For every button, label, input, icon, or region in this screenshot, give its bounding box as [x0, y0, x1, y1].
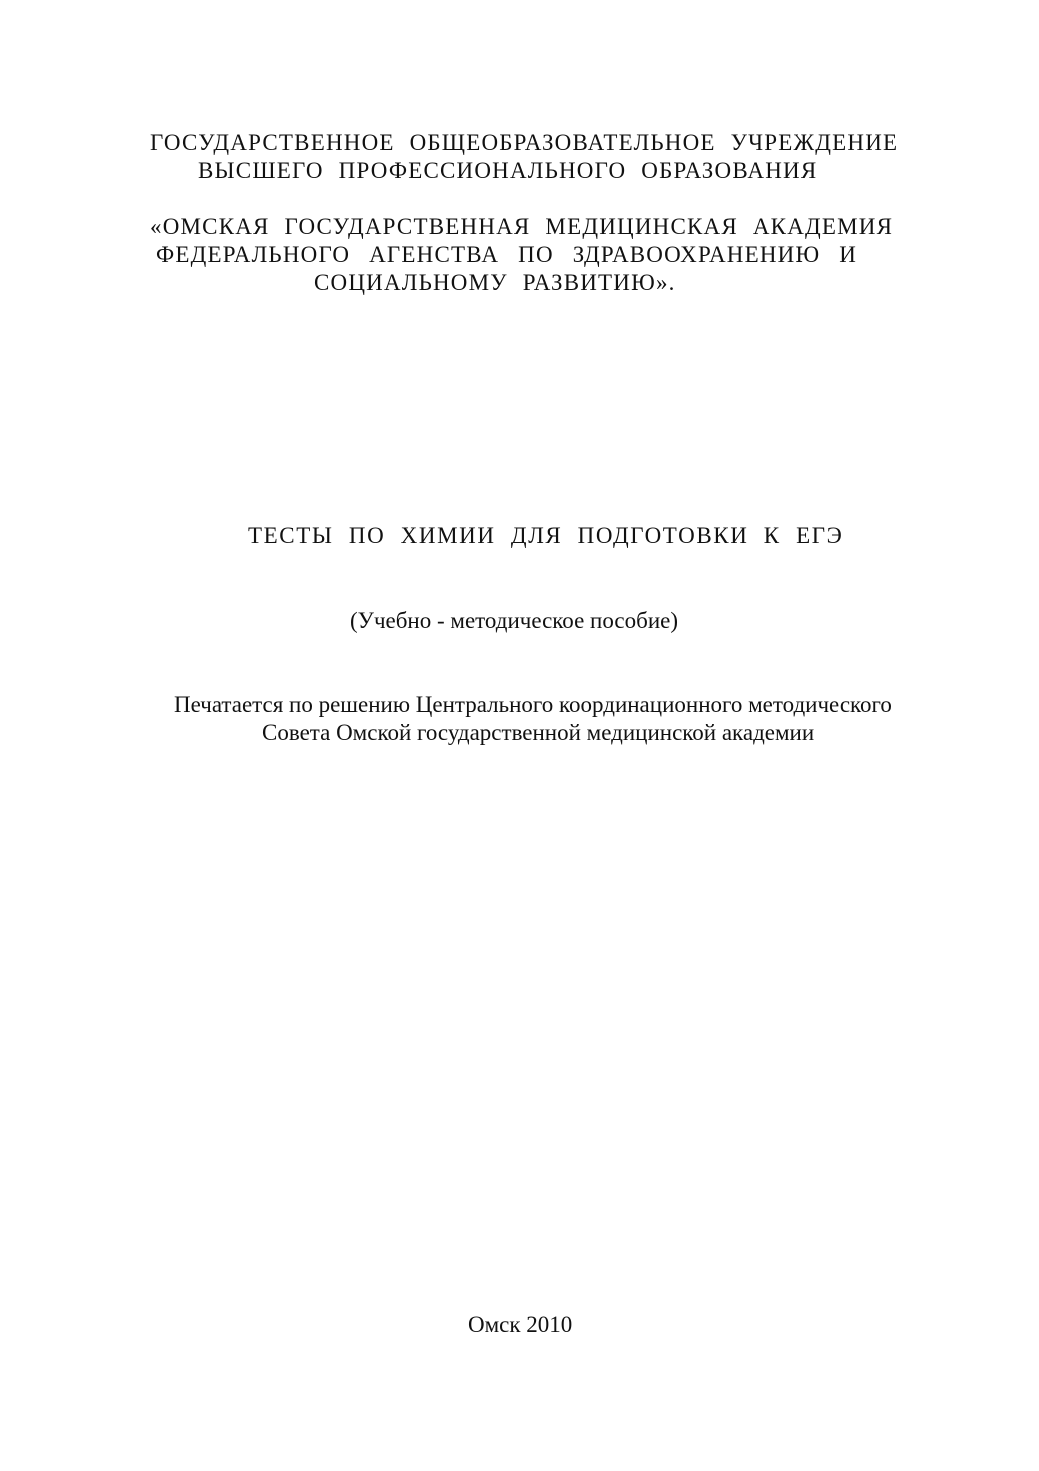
place-year: Омск 2010 — [468, 1312, 573, 1337]
institution-line-1: ГОСУДАРСТВЕННОЕ ОБЩЕОБРАЗОВАТЕЛЬНОЕ УЧРЕЖДЕНИЕ — [150, 130, 899, 155]
document-title: ТЕСТЫ ПО ХИМИИ ДЛЯ ПОДГОТОВКИ К ЕГЭ — [248, 523, 844, 548]
document-subtitle: (Учебно - методическое пособие) — [350, 608, 679, 633]
approval-note-line-1: Печатается по решению Центрального координационного методического — [174, 692, 892, 717]
institution-line-2: ВЫСШЕГО ПРОФЕССИОНАЛЬНОГО ОБРАЗОВАНИЯ — [198, 158, 818, 183]
academy-line-3: СОЦИАЛЬНОМУ РАЗВИТИЮ». — [314, 270, 676, 295]
academy-line-2: ФЕДЕРАЛЬНОГО АГЕНСТВА ПО ЗДРАВООХРАНЕНИЮ И — [156, 242, 858, 267]
approval-note-line-2: Совета Омской государственной медицинской академии — [262, 720, 815, 745]
academy-line-1: «ОМСКАЯ ГОСУДАРСТВЕННАЯ МЕДИЦИНСКАЯ АКАДЕМИЯ — [150, 214, 894, 239]
